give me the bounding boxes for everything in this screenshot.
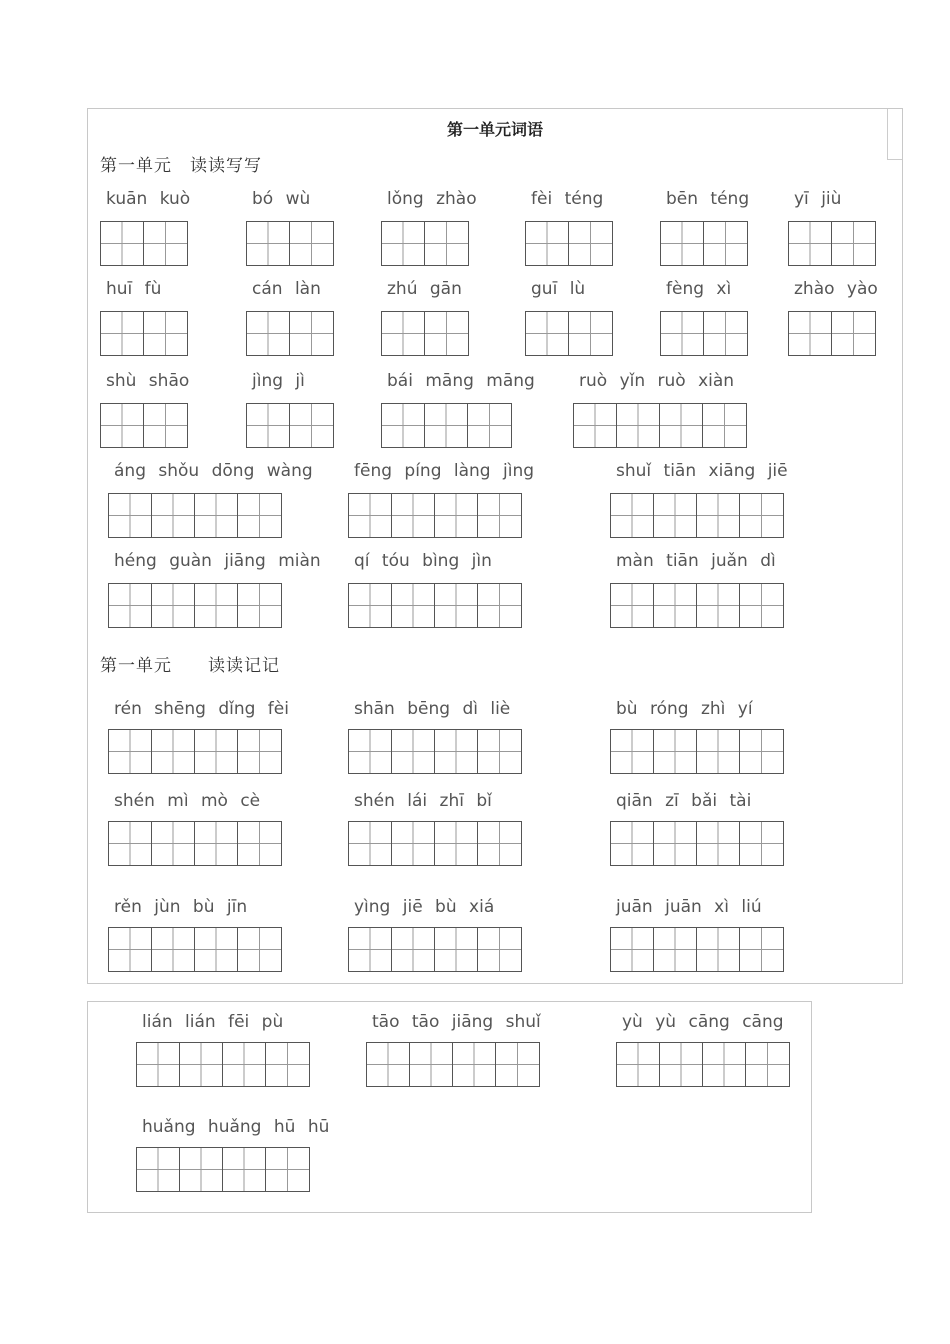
writing-grid[interactable]	[525, 311, 613, 356]
word-pinyin: huǎng huǎng hū hū	[142, 1117, 330, 1137]
writing-cell[interactable]	[435, 730, 478, 773]
writing-cell[interactable]	[611, 928, 654, 971]
writing-cell[interactable]	[180, 1148, 223, 1191]
vocabulary-panel-continued	[87, 1001, 812, 1213]
writing-grid[interactable]	[610, 493, 784, 538]
word-pinyin: yìng jiē bù xiá	[354, 897, 495, 917]
writing-grid[interactable]	[616, 1042, 790, 1087]
writing-cell[interactable]	[569, 222, 612, 265]
writing-grid[interactable]	[100, 403, 188, 448]
writing-cell[interactable]	[697, 822, 740, 865]
writing-cell[interactable]	[144, 312, 187, 355]
word-pinyin: zhào yào	[794, 279, 878, 299]
writing-grid[interactable]	[788, 221, 876, 266]
writing-cell[interactable]	[152, 494, 195, 537]
word-pinyin: yī jiù	[794, 189, 842, 209]
word-pinyin: shén lái zhī bǐ	[354, 791, 492, 811]
writing-cell[interactable]	[697, 584, 740, 627]
writing-cell[interactable]	[109, 928, 152, 971]
writing-cell[interactable]	[478, 730, 521, 773]
writing-cell[interactable]	[238, 928, 281, 971]
writing-cell[interactable]	[137, 1043, 180, 1086]
word-pinyin: rěn jùn bù jīn	[114, 897, 248, 917]
word-pinyin: shù shāo	[106, 371, 190, 391]
word-pinyin: jìng jì	[252, 371, 305, 391]
writing-cell[interactable]	[654, 730, 697, 773]
writing-cell[interactable]	[349, 928, 392, 971]
word-pinyin: shén mì mò cè	[114, 791, 261, 811]
writing-cell[interactable]	[478, 822, 521, 865]
writing-cell[interactable]	[266, 1043, 309, 1086]
writing-cell[interactable]	[569, 312, 612, 355]
writing-cell[interactable]	[349, 822, 392, 865]
writing-cell[interactable]	[478, 584, 521, 627]
writing-cell[interactable]	[290, 404, 333, 447]
word-pinyin: lǒng zhào	[387, 189, 477, 209]
writing-cell[interactable]	[611, 494, 654, 537]
writing-cell[interactable]	[152, 928, 195, 971]
writing-cell[interactable]	[704, 312, 747, 355]
writing-grid[interactable]	[136, 1147, 310, 1192]
writing-grid[interactable]	[348, 927, 522, 972]
writing-grid[interactable]	[381, 403, 512, 448]
word-pinyin: héng guàn jiāng miàn	[114, 551, 321, 571]
writing-cell[interactable]	[152, 822, 195, 865]
writing-cell[interactable]	[137, 1148, 180, 1191]
writing-cell[interactable]	[238, 822, 281, 865]
writing-cell[interactable]	[740, 822, 783, 865]
word-pinyin: bù róng zhì yí	[616, 699, 753, 719]
writing-cell[interactable]	[740, 584, 783, 627]
writing-grid[interactable]	[246, 221, 334, 266]
writing-cell[interactable]	[496, 1043, 539, 1086]
word-pinyin: guī lù	[531, 279, 586, 299]
writing-cell[interactable]	[382, 404, 425, 447]
writing-cell[interactable]	[832, 312, 875, 355]
writing-cell[interactable]	[661, 222, 704, 265]
writing-cell[interactable]	[617, 404, 660, 447]
writing-cell[interactable]	[453, 1043, 496, 1086]
writing-cell[interactable]	[392, 928, 435, 971]
writing-grid[interactable]	[108, 493, 282, 538]
word-pinyin: huī fù	[106, 279, 162, 299]
writing-cell[interactable]	[435, 928, 478, 971]
writing-grid[interactable]	[381, 221, 469, 266]
writing-cell[interactable]	[660, 1043, 703, 1086]
writing-cell[interactable]	[410, 1043, 453, 1086]
writing-cell[interactable]	[468, 404, 511, 447]
word-pinyin: qiān zī bǎi tài	[616, 791, 752, 811]
writing-cell[interactable]	[238, 494, 281, 537]
word-pinyin: juān juān xì liú	[616, 897, 762, 917]
writing-grid[interactable]	[100, 311, 188, 356]
writing-cell[interactable]	[654, 822, 697, 865]
writing-grid[interactable]	[108, 729, 282, 774]
word-pinyin: tāo tāo jiāng shuǐ	[372, 1012, 541, 1032]
writing-grid[interactable]	[660, 311, 748, 356]
writing-cell[interactable]	[101, 312, 144, 355]
writing-cell[interactable]	[349, 730, 392, 773]
writing-cell[interactable]	[425, 222, 468, 265]
writing-grid[interactable]	[108, 583, 282, 628]
writing-cell[interactable]	[654, 494, 697, 537]
writing-cell[interactable]	[195, 928, 238, 971]
word-pinyin: fèi téng	[531, 189, 604, 209]
writing-cell[interactable]	[101, 404, 144, 447]
writing-cell[interactable]	[195, 584, 238, 627]
writing-cell[interactable]	[425, 404, 468, 447]
writing-grid[interactable]	[610, 729, 784, 774]
writing-cell[interactable]	[247, 222, 290, 265]
writing-cell[interactable]	[425, 312, 468, 355]
writing-grid[interactable]	[610, 927, 784, 972]
writing-cell[interactable]	[704, 222, 747, 265]
writing-cell[interactable]	[349, 494, 392, 537]
section-heading-read-remember: 第一单元 读读记记	[100, 656, 280, 676]
writing-cell[interactable]	[703, 404, 746, 447]
writing-cell[interactable]	[247, 312, 290, 355]
writing-grid[interactable]	[573, 403, 747, 448]
writing-cell[interactable]	[101, 222, 144, 265]
writing-cell[interactable]	[247, 404, 290, 447]
word-pinyin: cán làn	[252, 279, 321, 299]
writing-grid[interactable]	[610, 821, 784, 866]
writing-cell[interactable]	[435, 584, 478, 627]
word-pinyin: bái māng māng	[387, 371, 535, 391]
writing-cell[interactable]	[195, 822, 238, 865]
writing-grid[interactable]	[108, 927, 282, 972]
writing-cell[interactable]	[740, 928, 783, 971]
writing-grid[interactable]	[610, 583, 784, 628]
writing-cell[interactable]	[740, 730, 783, 773]
writing-cell[interactable]	[109, 584, 152, 627]
writing-grid[interactable]	[136, 1042, 310, 1087]
word-pinyin: bēn téng	[666, 189, 750, 209]
writing-cell[interactable]	[526, 312, 569, 355]
writing-cell[interactable]	[382, 312, 425, 355]
writing-grid[interactable]	[348, 821, 522, 866]
writing-cell[interactable]	[832, 222, 875, 265]
word-pinyin: zhú gān	[387, 279, 462, 299]
writing-cell[interactable]	[195, 494, 238, 537]
word-pinyin: màn tiān juǎn dì	[616, 551, 776, 571]
writing-cell[interactable]	[266, 1148, 309, 1191]
writing-cell[interactable]	[697, 730, 740, 773]
writing-cell[interactable]	[478, 494, 521, 537]
writing-grid[interactable]	[246, 311, 334, 356]
writing-cell[interactable]	[654, 928, 697, 971]
writing-cell[interactable]	[238, 584, 281, 627]
writing-cell[interactable]	[611, 822, 654, 865]
writing-cell[interactable]	[223, 1043, 266, 1086]
writing-cell[interactable]	[392, 730, 435, 773]
word-pinyin: yù yù cāng cāng	[622, 1012, 784, 1032]
word-pinyin: qí tóu bìng jìn	[354, 551, 492, 571]
writing-cell[interactable]	[740, 494, 783, 537]
writing-cell[interactable]	[109, 822, 152, 865]
writing-cell[interactable]	[526, 222, 569, 265]
writing-grid[interactable]	[348, 729, 522, 774]
writing-grid[interactable]	[660, 221, 748, 266]
writing-grid[interactable]	[246, 403, 334, 448]
writing-cell[interactable]	[703, 1043, 746, 1086]
word-pinyin: rén shēng dǐng fèi	[114, 699, 289, 719]
writing-cell[interactable]	[392, 494, 435, 537]
writing-cell[interactable]	[789, 222, 832, 265]
writing-cell[interactable]	[367, 1043, 410, 1086]
writing-cell[interactable]	[144, 404, 187, 447]
writing-grid[interactable]	[525, 221, 613, 266]
writing-cell[interactable]	[435, 494, 478, 537]
word-pinyin: kuān kuò	[106, 189, 191, 209]
writing-grid[interactable]	[366, 1042, 540, 1087]
writing-grid[interactable]	[100, 221, 188, 266]
writing-cell[interactable]	[661, 312, 704, 355]
writing-cell[interactable]	[349, 584, 392, 627]
writing-cell[interactable]	[144, 222, 187, 265]
writing-cell[interactable]	[382, 222, 425, 265]
writing-cell[interactable]	[195, 730, 238, 773]
writing-cell[interactable]	[435, 822, 478, 865]
word-pinyin: lián lián fēi pù	[142, 1012, 284, 1032]
writing-cell[interactable]	[290, 312, 333, 355]
writing-cell[interactable]	[617, 1043, 660, 1086]
writing-cell[interactable]	[746, 1043, 789, 1086]
word-pinyin: áng shǒu dōng wàng	[114, 461, 313, 481]
page-title: 第一单元词语	[446, 120, 543, 139]
writing-cell[interactable]	[180, 1043, 223, 1086]
word-pinyin: fèng xì	[666, 279, 732, 299]
writing-cell[interactable]	[660, 404, 703, 447]
writing-cell[interactable]	[152, 730, 195, 773]
writing-cell[interactable]	[109, 494, 152, 537]
word-pinyin: fēng píng làng jìng	[354, 461, 535, 481]
writing-grid[interactable]	[381, 311, 469, 356]
writing-cell[interactable]	[697, 494, 740, 537]
writing-cell[interactable]	[392, 584, 435, 627]
writing-grid[interactable]	[348, 583, 522, 628]
writing-cell[interactable]	[789, 312, 832, 355]
writing-cell[interactable]	[223, 1148, 266, 1191]
writing-cell[interactable]	[109, 730, 152, 773]
vocabulary-panel	[87, 108, 903, 984]
word-pinyin: shān bēng dì liè	[354, 699, 511, 719]
writing-cell[interactable]	[478, 928, 521, 971]
writing-cell[interactable]	[654, 584, 697, 627]
word-pinyin: ruò yǐn ruò xiàn	[579, 371, 735, 391]
writing-grid[interactable]	[348, 493, 522, 538]
writing-cell[interactable]	[152, 584, 195, 627]
word-pinyin: bó wù	[252, 189, 311, 209]
writing-cell[interactable]	[611, 730, 654, 773]
word-pinyin: shuǐ tiān xiāng jiē	[616, 461, 788, 481]
writing-cell[interactable]	[238, 730, 281, 773]
writing-cell[interactable]	[697, 928, 740, 971]
section-heading-read-write: 第一单元 读读写写	[100, 156, 262, 176]
writing-cell[interactable]	[611, 584, 654, 627]
writing-cell[interactable]	[392, 822, 435, 865]
writing-cell[interactable]	[290, 222, 333, 265]
writing-cell[interactable]	[574, 404, 617, 447]
writing-grid[interactable]	[788, 311, 876, 356]
writing-grid[interactable]	[108, 821, 282, 866]
